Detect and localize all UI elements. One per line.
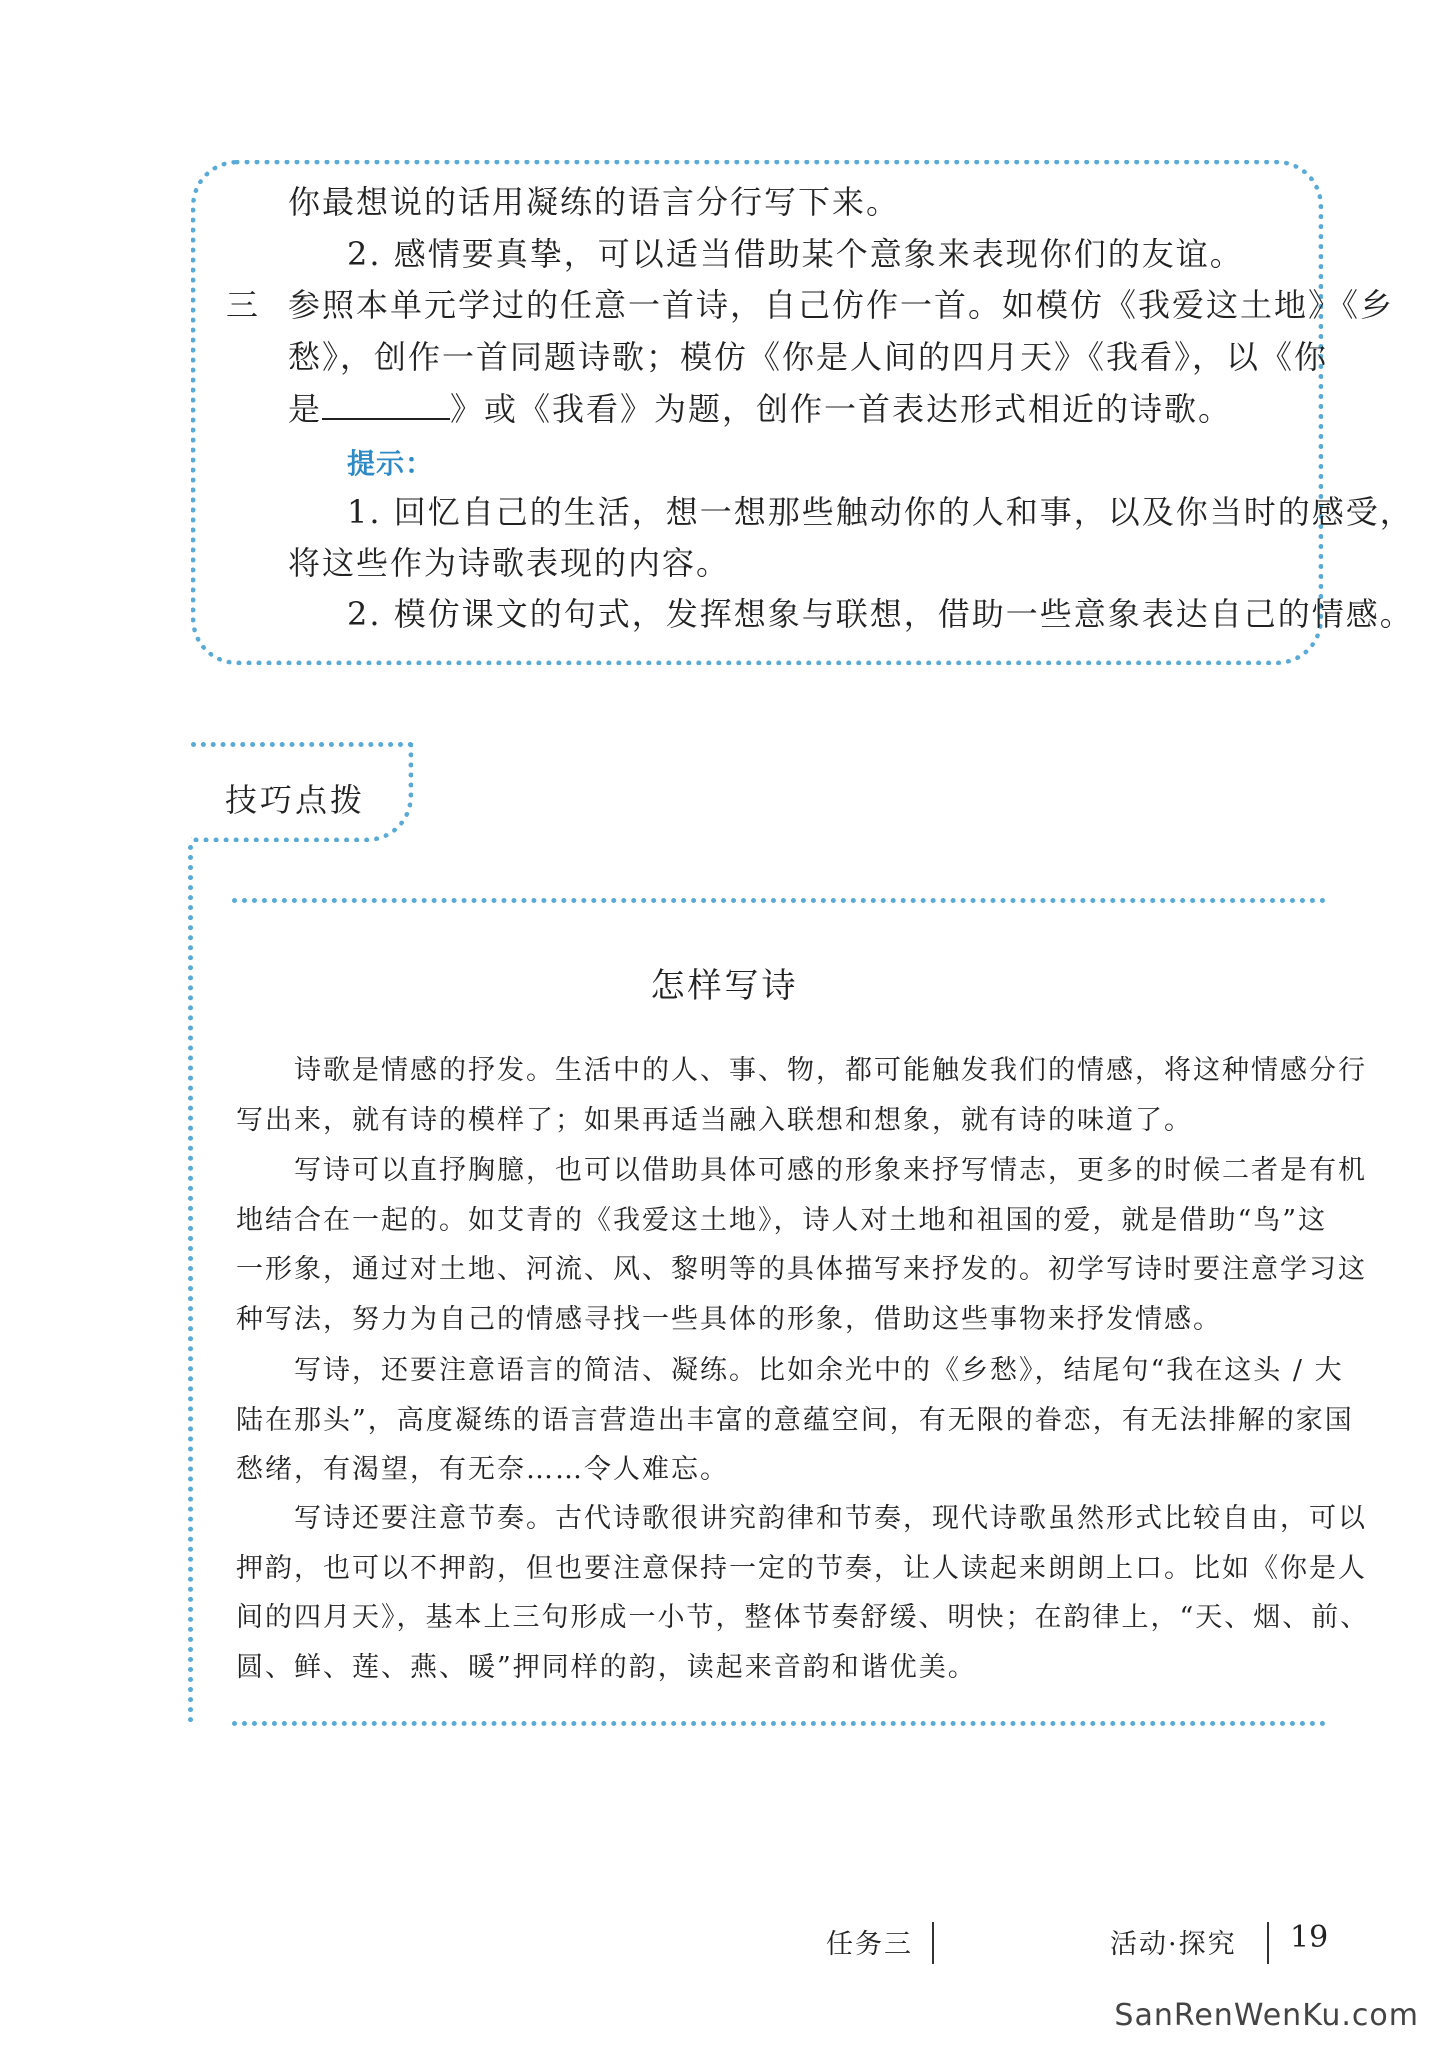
item-3-line-3-start: 是	[288, 390, 323, 428]
paragraph-4	[236, 1494, 1370, 1692]
paragraph-line: 写出来，就有诗的模样了；如果再适当融入联想和想象，就有诗的味道了。	[236, 1104, 1193, 1136]
item-3-line-1: 参照本单元学过的任意一首诗，自己仿作一首。如模仿《我爱这土地》《乡	[288, 286, 1395, 324]
paragraph-line: 写诗，还要注意语言的简洁、凝练。比如余光中的《乡愁》，结尾句“我在这头 / 大	[236, 1355, 1344, 1386]
paragraph-line: 种写法，努力为自己的情感寻找一些具体的形象，借助这些事物来抒发情感。	[236, 1303, 1222, 1335]
footer-separator	[932, 1922, 934, 1964]
paragraph-line: 诗歌是情感的抒发。生活中的人、事、物，都可能触发我们的情感，将这种情感分行	[236, 1055, 1367, 1086]
paragraph-line: 一形象，通过对土地、河流、风、黎明等的具体描写来抒发的。初学写诗时要注意学习这	[236, 1254, 1367, 1286]
item-3-line-2: 愁》，创作一首同题诗歌；模仿《你是人间的四月天》《我看》，以《你	[288, 338, 1329, 376]
fill-in-blank	[322, 392, 450, 420]
activity-line-1: 你最想说的话用凝练的语言分行写下来。	[288, 183, 901, 221]
hint-1-line-2: 将这些作为诗歌表现的内容。	[288, 544, 731, 582]
item-3-number: 三	[226, 286, 261, 324]
activity-line-2: 2. 感情要真挚，可以适当借助某个意象来表现你们的友谊。	[347, 235, 1244, 273]
paragraph-line: 写诗可以直抒胸臆，也可以借助具体可感的形象来抒写情志，更多的时候二者是有机	[236, 1155, 1367, 1186]
paragraph-line: 写诗还要注意节奏。古代诗歌很讲究韵律和节奏，现代诗歌虽然形式比较自由，可以	[236, 1503, 1367, 1534]
paragraph-line: 地结合在一起的。如艾青的《我爱这土地》，诗人对土地和祖国的爱，就是借助“鸟”这	[236, 1204, 1328, 1236]
item-3-line-3-end: 》或《我看》为题，创作一首表达形式相近的诗歌。	[450, 390, 1233, 428]
paragraph-line: 愁绪，有渴望，有无奈……令人难忘。	[236, 1454, 729, 1486]
paragraph-line: 陆在那头”，高度凝练的语言营造出丰富的意蕴空间，有无限的眷恋，有无法排解的家国	[236, 1404, 1354, 1436]
paragraph-2	[236, 1146, 1367, 1344]
tips-top-divider	[232, 898, 1326, 903]
hint-1-line-1: 1. 回忆自己的生活，想一想那些触动你的人和事，以及你当时的感受，	[347, 493, 1414, 531]
paragraph-line: 圆、鲜、莲、燕、暖”押同样的韵，读起来音韵和谐优美。	[236, 1651, 977, 1683]
paragraph-line: 押韵，也可以不押韵，但也要注意保持一定的节奏，让人读起来朗朗上口。比如《你是人	[236, 1552, 1367, 1584]
article-title: 怎样写诗	[650, 966, 799, 1006]
paragraph-1	[236, 1046, 1367, 1145]
hint-label: 提示：	[347, 447, 435, 480]
hint-2: 2. 模仿课文的句式，发挥想象与联想，借助一些意象表达自己的情感。	[347, 595, 1414, 633]
paragraph-3	[236, 1346, 1354, 1495]
footer-separator	[1267, 1922, 1269, 1964]
footer-task: 任务三	[826, 1929, 913, 1960]
tips-tab-label: 技巧点拨	[225, 781, 366, 819]
tips-bottom-divider	[232, 1721, 1326, 1726]
watermark: SanRenWenKu.com	[1114, 1998, 1419, 2033]
item-3-line-3	[288, 389, 1232, 429]
paragraph-line: 间的四月天》，基本上三句形成一小节，整体节奏舒缓、明快；在韵律上，“天、烟、前、	[236, 1602, 1370, 1634]
page-number: 19	[1290, 1920, 1329, 1955]
footer-section: 活动·探究	[1110, 1929, 1237, 1960]
